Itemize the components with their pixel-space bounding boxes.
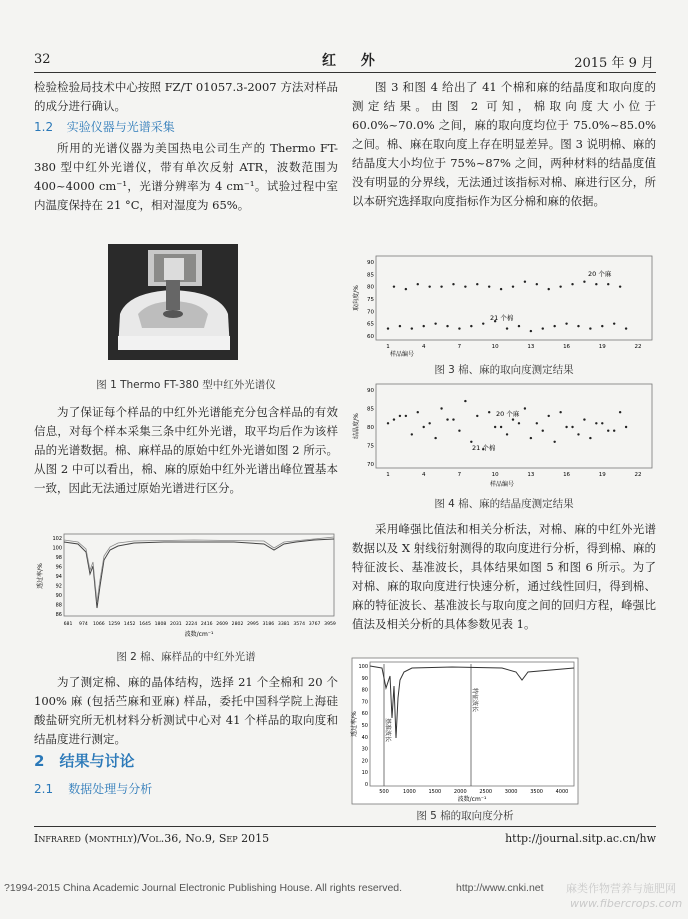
point-mian [542, 327, 544, 329]
point-ma [524, 407, 526, 409]
x-tick-label: 4000 [555, 789, 569, 795]
point-mian [458, 327, 460, 329]
y-tick-label: 92 [55, 583, 62, 590]
series-label-ma: 20 个麻 [588, 270, 612, 278]
x-tick-label: 1645 [139, 622, 151, 627]
journal-link[interactable]: http://journal.sitp.ac.cn/hw [505, 832, 656, 845]
point-mian [423, 325, 425, 327]
point-mian [613, 430, 615, 432]
copyright-notice: ?1994-2015 China Academic Journal Electronic Publishing House. All rights reserved. [4, 882, 403, 894]
point-mian [577, 433, 579, 435]
point-ma [452, 283, 454, 285]
point-ma [476, 415, 478, 417]
x-axis-label: 样品编号 [489, 481, 515, 488]
x-tick-label: 3767 [308, 622, 321, 627]
y-tick-label: 50 [361, 723, 368, 729]
x-tick-label: 2802 [231, 622, 244, 627]
point-ma [428, 285, 430, 287]
right-column-mid [352, 520, 656, 634]
right-column-top [352, 78, 656, 211]
x-tick-label: 2031 [170, 622, 182, 627]
point-ma [619, 285, 621, 287]
y-tick-label: 96 [55, 564, 62, 571]
y-tick-label: 20 [361, 758, 368, 765]
point-mian [553, 325, 555, 327]
left-column-top [34, 78, 338, 215]
y-tick-label: 70 [367, 309, 374, 316]
x-tick-label: 1500 [428, 789, 442, 795]
section-heading-2-1: 2.1 数据处理与分析 [34, 782, 153, 796]
left-column-mid [34, 403, 338, 498]
point-ma [607, 283, 609, 285]
point-mian [625, 327, 627, 329]
y-tick-label: 100 [52, 545, 62, 552]
point-ma [464, 285, 466, 287]
paragraph: 为了保证每个样品的中红外光谱能充分包含样品的有效信息，对每个样本采集三条中红外光谱，取平均后作为该样品的光谱数据。棉、麻样品的原始中红外光谱如图 2 所示。从图 2 中可以看出，棉、麻的原始中红外光谱出峰位置基本一致，因此无法通过原始光谱进行区分。 [34, 405, 338, 495]
y-tick-label: 94 [55, 574, 62, 580]
running-header [34, 52, 654, 70]
y-tick-label: 90 [367, 388, 374, 394]
point-ma [583, 418, 585, 420]
y-tick-label: 70 [361, 699, 368, 706]
point-ma [536, 283, 538, 285]
x-tick-label: 3574 [293, 622, 306, 627]
x-tick-label: 13 [527, 472, 535, 478]
point-mian [458, 430, 460, 432]
point-mian [518, 325, 520, 327]
cnki-link[interactable]: http://www.cnki.net [456, 882, 544, 894]
x-tick-label: 13 [527, 344, 535, 350]
x-tick-label: 2416 [200, 622, 213, 627]
journal-citation: Infrared (monthly)/Vol.36, No.9, Sep 2015 [34, 832, 270, 845]
x-tick-label: 3186 [262, 622, 275, 627]
point-ma [464, 400, 466, 402]
x-tick-label: 22 [634, 344, 642, 350]
point-ma [595, 283, 597, 285]
paragraph: 检验检验局技术中心按照 FZ/T 01057.3-2007 方法对样品的成分进行确认。 [34, 80, 338, 113]
x-tick-label: 19 [598, 344, 606, 350]
point-mian [506, 327, 508, 329]
x-tick-label: 974 [79, 622, 88, 627]
section-heading-1-2: 1.2 实验仪器与光谱采集 [34, 120, 175, 134]
x-tick-label: 2500 [479, 789, 493, 795]
figure-1-caption: 图 1 Thermo FT-380 型中红外光谱仪 [96, 379, 276, 391]
x-tick-label: 1 [386, 472, 390, 478]
point-ma [559, 411, 561, 413]
y-tick-label: 85 [367, 272, 374, 279]
x-tick-label: 1452 [123, 622, 136, 627]
y-tick-label: 10 [361, 770, 368, 777]
point-mian [387, 422, 389, 424]
x-tick-label: 4 [421, 344, 426, 350]
point-mian [434, 322, 436, 324]
point-ma [452, 418, 454, 420]
figure-2-caption: 图 2 棉、麻样品的中红外光谱 [116, 651, 256, 663]
series-label-mian: 21 个棉 [490, 314, 514, 322]
y-axis-label: 透过率/% [351, 711, 358, 737]
point-ma [571, 426, 573, 428]
point-mian [518, 422, 520, 424]
point-ma [488, 411, 490, 413]
point-mian [601, 422, 603, 424]
y-tick-label: 90 [55, 593, 62, 599]
point-ma [393, 418, 395, 420]
marker-label-base: 基准波长 [384, 718, 391, 743]
point-ma [440, 407, 442, 409]
x-tick-label: 3500 [530, 789, 543, 795]
point-ma [536, 422, 538, 424]
x-tick-label: 500 [379, 789, 389, 795]
y-tick-label: 80 [367, 284, 374, 291]
figure-4-crystallinity-chart [352, 380, 656, 488]
x-tick-label: 19 [598, 472, 606, 478]
section-heading-2: 2 结果与讨论 [34, 752, 135, 770]
y-tick-label: 30 [361, 746, 368, 753]
point-mian [387, 327, 389, 329]
figure-5-caption: 图 5 棉的取向度分析 [416, 810, 514, 822]
point-mian [411, 433, 413, 435]
x-tick-label: 16 [563, 344, 571, 350]
figure-5-spectrum [352, 658, 656, 804]
watermark-text: 麻类作物营养与施肥网 [566, 882, 676, 895]
y-tick-labels [52, 536, 62, 618]
x-axis-label: 波数/cm⁻¹ [184, 631, 214, 638]
y-tick-label: 88 [55, 602, 62, 609]
y-tick-label: 90 [361, 675, 368, 682]
y-tick-label: 70 [367, 462, 374, 468]
point-ma [476, 283, 478, 285]
x-tick-label: 16 [563, 472, 571, 478]
y-tick-label: 75 [367, 297, 374, 303]
y-axis-label: 取向度/% [353, 285, 360, 311]
x-tick-label: 7 [457, 344, 462, 350]
point-ma [619, 411, 621, 413]
point-mian [625, 426, 627, 428]
point-mian [589, 437, 591, 439]
point-ma [500, 426, 502, 428]
series-label-mian: 21 个棉 [472, 444, 496, 452]
point-ma [417, 283, 419, 285]
x-tick-label: 3381 [277, 622, 290, 627]
point-ma [417, 411, 419, 413]
point-mian [494, 426, 496, 428]
y-tick-label: 40 [361, 734, 368, 741]
x-tick-label: 1000 [403, 789, 416, 795]
x-axis-label: 波数/cm⁻¹ [457, 796, 487, 803]
spectrum-line [64, 537, 334, 602]
point-mian [530, 330, 532, 332]
y-axis-label: 结晶度/% [353, 413, 360, 439]
y-tick-label: 85 [367, 406, 374, 413]
paragraph: 所用的光谱仪器为美国热电公司生产的 Thermo FT-380 型中红外光谱仪，带有单次反射 ATR，波数范围为 400~4000 cm⁻¹，光谱分辨率为 4 cm⁻¹。试验过程中室内温度保持在 21 °C，相对湿度为 65%。 [34, 141, 338, 212]
point-ma [548, 288, 550, 290]
x-tick-label: 1808 [154, 622, 167, 627]
y-tick-label: 80 [367, 425, 374, 431]
y-tick-label: 100 [358, 664, 368, 670]
point-mian [399, 325, 401, 327]
point-mian [565, 426, 567, 428]
point-mian [542, 430, 544, 432]
point-ma [512, 285, 514, 287]
header-rule [34, 72, 656, 73]
footer-rule [34, 826, 656, 827]
x-tick-label: 3959 [324, 622, 336, 627]
point-mian [565, 322, 567, 324]
x-tick-label: 2000 [453, 789, 467, 795]
point-ma [559, 285, 561, 287]
instrument-photo [108, 244, 238, 360]
x-axis-label: 样品编号 [390, 351, 415, 358]
point-mian [530, 437, 532, 439]
y-tick-label: 65 [367, 321, 374, 328]
issue-date: 2015 年 9 月 [574, 56, 654, 71]
point-mian [434, 437, 436, 439]
marker-label-char: 特征波长 [471, 688, 478, 713]
point-ma [488, 285, 490, 287]
point-mian [482, 322, 484, 324]
x-tick-label: 2224 [185, 622, 198, 627]
point-mian [506, 433, 508, 435]
point-ma [500, 288, 502, 290]
point-mian [613, 322, 615, 324]
series-label-ma: 20 个麻 [496, 410, 520, 418]
y-tick-label: 75 [367, 443, 374, 450]
point-mian [399, 415, 401, 417]
point-mian [553, 441, 555, 443]
x-tick-label: 10 [491, 472, 499, 478]
y-axis-label: 透过率/% [37, 563, 44, 589]
point-ma [571, 283, 573, 285]
y-tick-label: 98 [55, 555, 62, 561]
x-tick-label: 7 [457, 472, 462, 478]
point-mian [589, 327, 591, 329]
point-ma [405, 288, 407, 290]
point-mian [423, 426, 425, 428]
watermark-url: www.fibercrops.com [570, 897, 683, 910]
point-ma [393, 285, 395, 287]
x-tick-label: 2609 [216, 622, 228, 627]
point-mian [470, 441, 472, 443]
point-ma [440, 285, 442, 287]
figure-4-caption: 图 4 棉、麻的结晶度测定结果 [434, 498, 574, 510]
x-tick-label: 681 [63, 622, 73, 627]
x-tick-label: 2995 [247, 622, 259, 627]
point-ma [548, 415, 550, 417]
point-ma [583, 281, 585, 283]
x-tick-label: 1 [386, 344, 390, 350]
point-mian [446, 325, 448, 327]
point-mian [577, 325, 579, 327]
y-tick-label: 0 [364, 782, 368, 788]
x-tick-label: 1259 [108, 622, 121, 627]
x-tick-label: 10 [491, 344, 499, 350]
page-number: 32 [34, 52, 51, 67]
point-ma [428, 422, 430, 424]
point-ma [595, 422, 597, 424]
y-tick-label: 86 [55, 612, 62, 618]
paragraph: 为了测定棉、麻的晶体结构，选择 21 个全棉和 20 个 100% 麻 (包括苎麻和亚麻) 样品，委托中国科学院上海硅酸盐研究所无机材料分析测试中心对 41 个样品的取向度和结晶度进行测定。 [34, 675, 338, 746]
point-ma [607, 430, 609, 432]
point-mian [601, 325, 603, 327]
y-tick-label: 60 [367, 334, 374, 340]
x-tick-label: 22 [634, 472, 642, 478]
x-tick-labels [64, 621, 336, 627]
paragraph: 图 3 和图 4 给出了 41 个棉和麻的结晶度和取向度的测定结果。由图 2 可知，棉取向度大小位于 60.0%~70.0% 之间，麻的取向度均位于 75.0%~85.0% 之间。棉、麻在取向度上存在明显差异。图 3 说明棉、麻的结晶度大小均位于 75%~87% 之间，两种材料的结晶度值没有明显的分界线，无法通过该指标对棉、麻进行区分，所以本研究选择取向度指标作为区分棉和麻的依据。 [352, 80, 656, 208]
point-mian [411, 327, 413, 329]
figure-3-caption: 图 3 棉、麻的取向度测定结果 [434, 364, 574, 376]
x-tick-label: 3000 [504, 789, 518, 795]
point-mian [470, 325, 472, 327]
left-column-bottom [34, 673, 338, 749]
journal-title: 红 外 [322, 53, 385, 69]
x-tick-label: 4 [421, 472, 426, 478]
x-tick-label: 1066 [92, 622, 105, 627]
paragraph: 采用峰强比值法和相关分析法，对棉、麻的中红外光谱数据以及 X 射线衍射测得的取向度进行分析，得到棉、麻的特征波长、基准波长，具体结果如图 5 和图 6 所示。为了对棉、麻的取向度进行快速分析，通过线性回归，得到棉、麻的特征波长、基准波长与取向度之间的回归方程，峰强比值法及相关分析的具体参数见表 1。 [352, 522, 656, 631]
figure-3-orientation-chart [352, 252, 656, 358]
point-ma [512, 418, 514, 420]
figure-2-spectrum [34, 530, 338, 638]
spectrum-line [64, 539, 334, 608]
y-tick-label: 102 [52, 536, 62, 542]
point-ma [524, 281, 526, 283]
y-tick-label: 60 [361, 711, 368, 718]
y-tick-label: 80 [361, 687, 368, 694]
y-tick-label: 90 [367, 260, 374, 266]
point-ma [405, 415, 407, 417]
point-mian [446, 418, 448, 420]
